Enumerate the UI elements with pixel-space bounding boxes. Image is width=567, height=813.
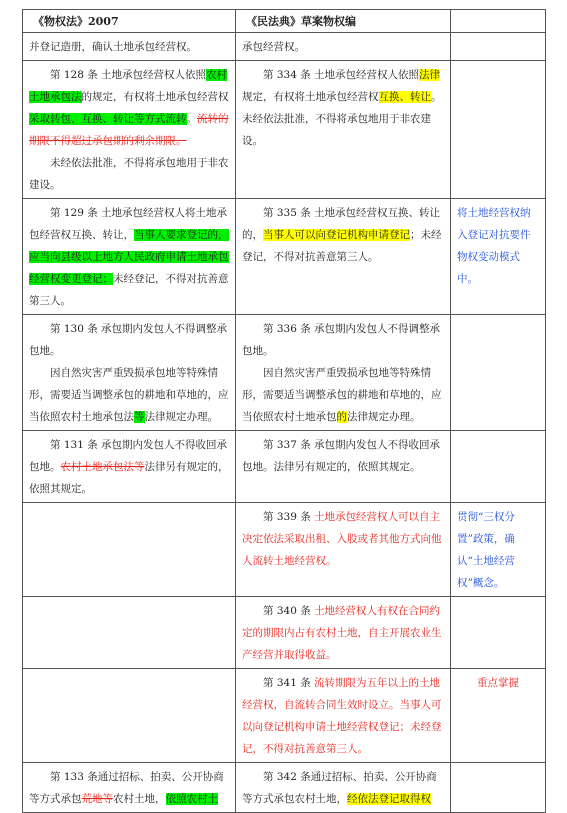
- old-text: [23, 503, 236, 597]
- note-cell: [451, 61, 546, 199]
- new-text: 第 335 条 土地承包经营权互换、转让的，当事人可以向登记机构申请登记；未经登记，不得对抗善意第三人。: [236, 199, 451, 315]
- new-text: 第 340 条 土地经营权人有权在合同约定的期限内占有农村土地，自主开展农业生产经营并取得收益。: [236, 597, 451, 669]
- old-text: [23, 597, 236, 669]
- note-cell: [451, 315, 546, 431]
- old-text: 第 131 条 承包期内发包人不得收回承包地。农村土地承包法等法律另有规定的，依照其规定。: [23, 431, 236, 503]
- new-text: 承包经营权。: [236, 33, 451, 61]
- new-text: 第 336 条 承包期内发包人不得调整承包地。 因自然灾害严重毁损承包地等特殊情形，需要适当调整承包的耕地和草地的，应当依照农村土地承包的法律规定办理。: [236, 315, 451, 431]
- new-text: 第 337 条 承包期内发包人不得收回承包地。法律另有规定的，依照其规定。: [236, 431, 451, 503]
- note-cell: 将土地经营权纳入登记对抗要件物权变动模式中。: [451, 199, 546, 315]
- comparison-table: [22, 9, 546, 813]
- header-old-law: 《物权法》2007: [23, 10, 236, 33]
- table-row: [23, 61, 546, 199]
- table-row: [23, 597, 546, 669]
- old-text: [23, 669, 236, 763]
- new-text: 第 334 条 土地承包经营权人依照法律规定，有权将土地承包经营权互换、转让。未经依法批准，不得将承包地用于非农建设。: [236, 61, 451, 199]
- header-new-law: 《民法典》草案物权编: [236, 10, 451, 33]
- table-row: [23, 763, 546, 813]
- header-note: [451, 10, 546, 33]
- old-text: 第 133 条通过招标、拍卖、公开协商等方式承包荒地等农村土地，依照农村土: [23, 763, 236, 813]
- table-row: [23, 431, 546, 503]
- old-text: 第 128 条 土地承包经营权人依照农村土地承包法的规定，有权将土地承包经营权采取转包、互换、转让等方式流转。流转的期限不得超过承包期的剩余期限。 未经依法批准，不得将承包地用于非农建设。: [23, 61, 236, 199]
- note-cell: [451, 763, 546, 813]
- old-text: 第 130 条 承包期内发包人不得调整承包地。 因自然灾害严重毁损承包地等特殊情形，需要适当调整承包的耕地和草地的，应当依照农村土地承包法等法律规定办理。: [23, 315, 236, 431]
- note-cell: 重点掌握: [451, 669, 546, 763]
- old-text: 第 129 条 土地承包经营权人将土地承包经营权互换、转让，当事人要求登记的，应当向县级以上地方人民政府申请土地承包经营权变更登记；未经登记，不得对抗善意第三人。: [23, 199, 236, 315]
- table-row: [23, 199, 546, 315]
- table-row: [23, 503, 546, 597]
- new-text: 第 342 条通过招标、拍卖、公开协商等方式承包农村土地，经依法登记取得权: [236, 763, 451, 813]
- new-text: 第 339 条 土地承包经营权人可以自主决定依法采取出租、入股或者其他方式向他人流转土地经营权。: [236, 503, 451, 597]
- header-row: [23, 10, 546, 33]
- note-cell: [451, 33, 546, 61]
- table-row: [23, 669, 546, 763]
- note-cell: 贯彻“三权分置”政策，确认“土地经营权”概念。: [451, 503, 546, 597]
- note-cell: [451, 431, 546, 503]
- table-row: [23, 33, 546, 61]
- table-row: [23, 315, 546, 431]
- note-cell: [451, 597, 546, 669]
- new-text: 第 341 条 流转期限为五年以上的土地经营权，自流转合同生效时设立。当事人可以向登记机构申请土地经营权登记；未经登记，不得对抗善意第三人。: [236, 669, 451, 763]
- old-text: 并登记造册，确认土地承包经营权。: [23, 33, 236, 61]
